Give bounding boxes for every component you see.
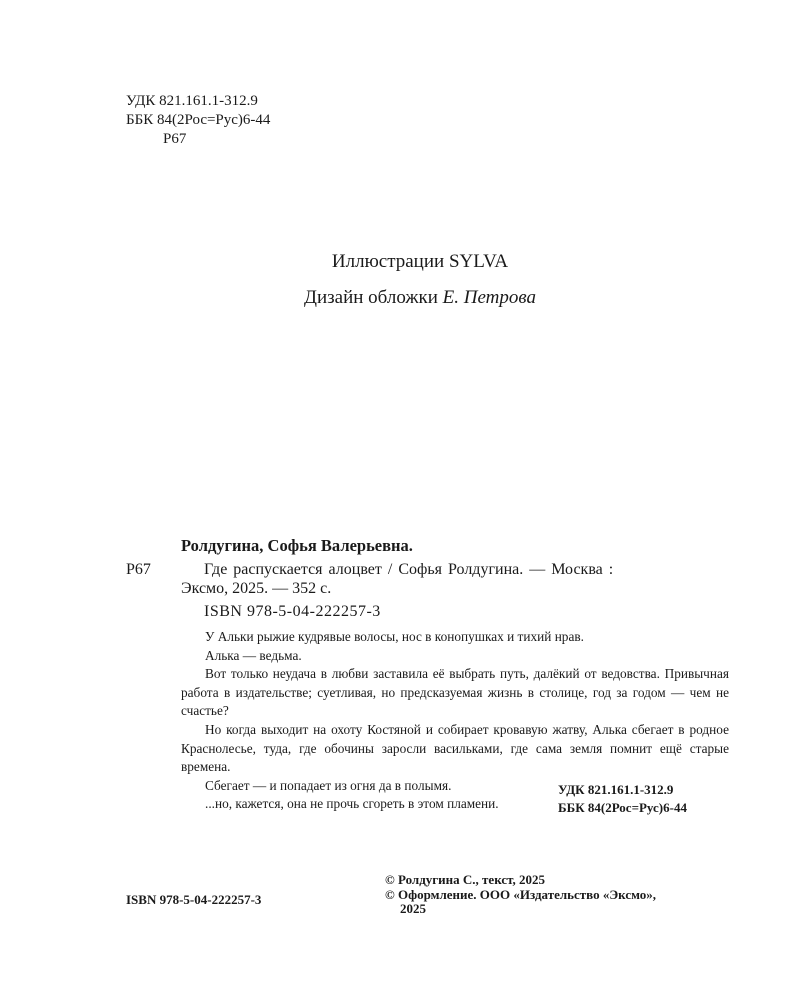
illustrations-credit: Иллюстрации SYLVA — [331, 251, 509, 272]
annotation-paragraph: ...но, кажется, она не прочь сгореть в этом пламени. — [205, 796, 499, 812]
copyright-year: 2025 — [400, 901, 426, 916]
record-title-line2: Эксмо, 2025. — 352 с. — [181, 580, 332, 597]
record-bbk: ББК 84(2Рос=Рус)6-44 — [558, 800, 687, 815]
record-author-mark: Р67 — [126, 561, 151, 578]
annotation-paragraph: Алька — ведьма. — [205, 647, 302, 663]
record-udk: УДК 821.161.1-312.9 — [558, 782, 674, 797]
record-author: Ролдугина, Софья Валерьевна. — [181, 536, 413, 555]
record-title-line1: Где распускается алоцвет / Софья Ролдугина. — Москва : — [204, 561, 614, 578]
annotation-paragraph: Сбегает — и попадает из огня да в полымя. — [205, 777, 452, 793]
annotation-paragraph: Но когда выходит на охоту Костяной и собирает кровавую жатву, Алька сбегает в родное Краснолесье, туда, где обочины заросли васильками, где сама земля помнит ещё старые времена. — [181, 721, 729, 775]
annotation-paragraph: Вот только неудача в любви заставила её выбрать путь, далёкий от ведовства. Привычная работа в издательстве; суетливая, но предсказуемая жизнь в столице, год за годом — чем не счастье? — [181, 666, 729, 719]
footer-isbn: ISBN 978-5-04-222257-3 — [126, 892, 262, 907]
record-isbn: ISBN 978-5-04-222257-3 — [204, 603, 381, 620]
cover-design-credit — [0, 287, 800, 309]
cover-designer: Е. Петрова — [442, 287, 536, 308]
author-mark: Р67 — [163, 131, 187, 147]
cover-design-label: Дизайн обложки — [304, 287, 438, 308]
bbk-code: ББК 84(2Рос=Рус)6-44 — [126, 112, 271, 128]
copyright-design: © Оформление. ООО «Издательство «Эксмо», — [385, 887, 657, 902]
annotation-paragraph: У Альки рыжие кудрявые волосы, нос в конопушках и тихий нрав. — [205, 629, 584, 644]
copyright-text: © Ролдугина С., текст, 2025 — [385, 872, 546, 887]
udk-code: УДК 821.161.1-312.9 — [126, 93, 258, 109]
